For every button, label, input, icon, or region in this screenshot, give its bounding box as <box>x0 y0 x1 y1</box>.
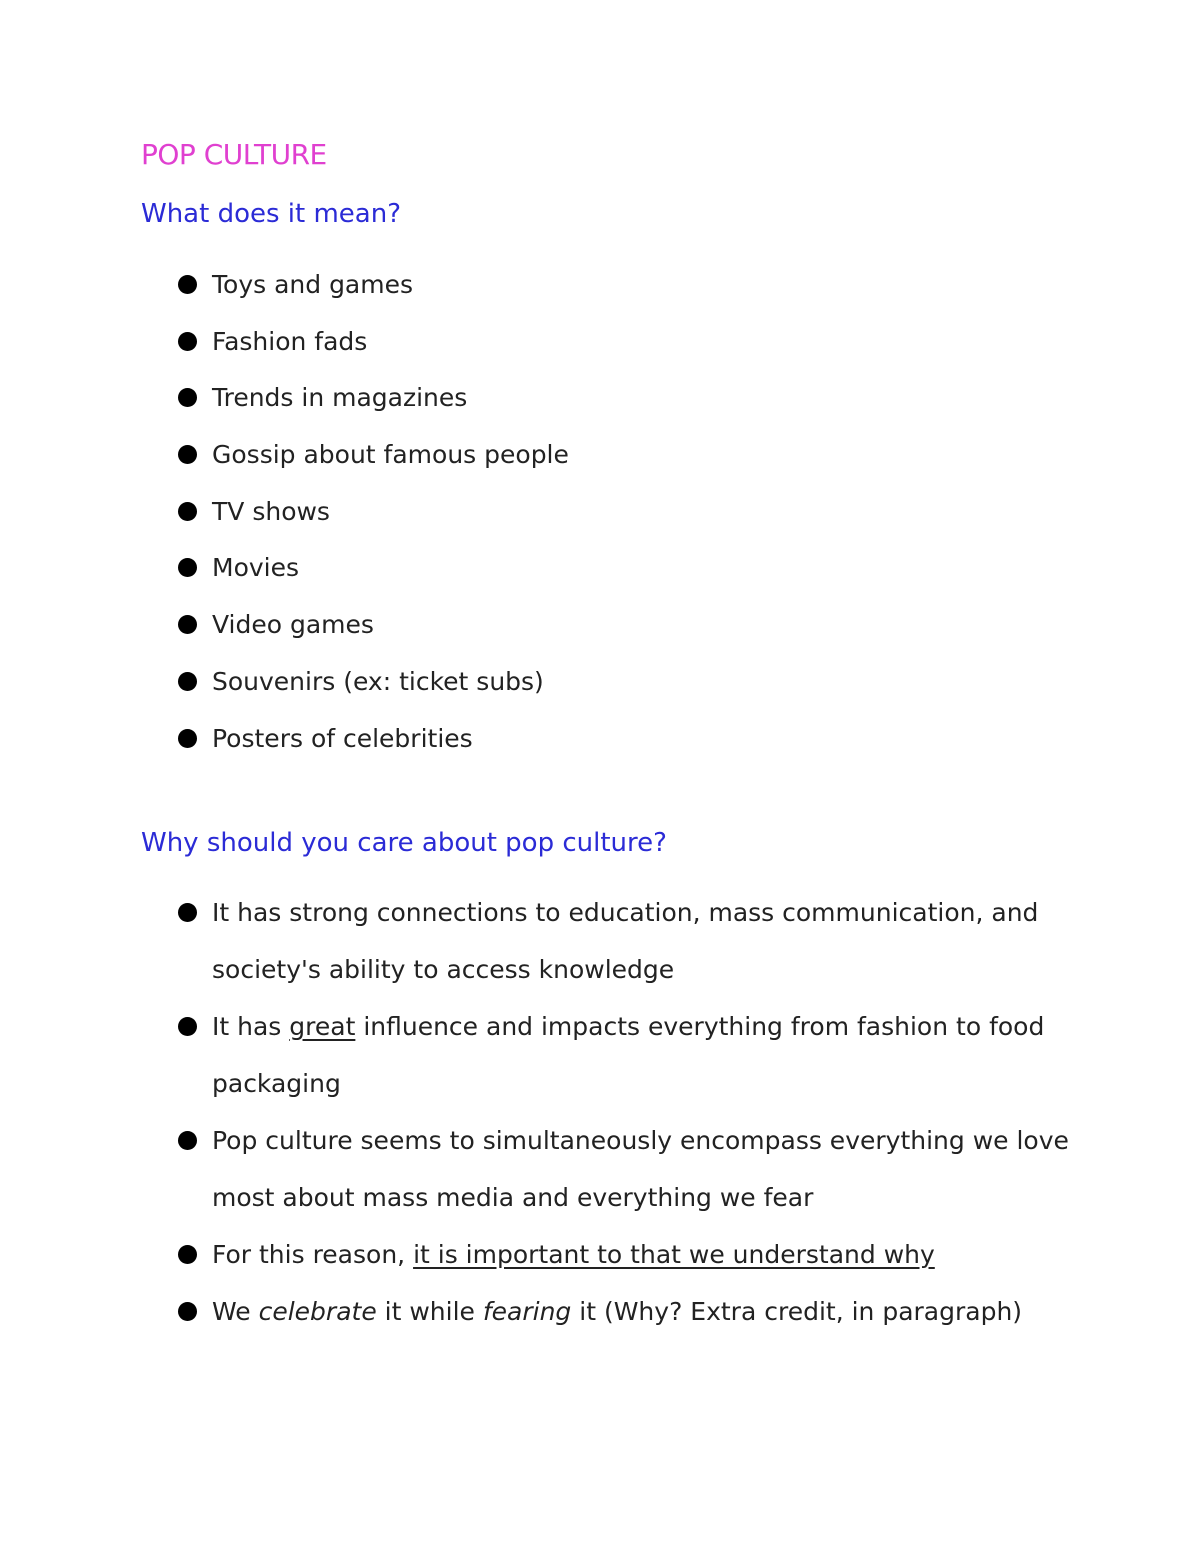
bullet-icon <box>178 558 197 577</box>
list-item-text: Trends in magazines <box>212 383 468 413</box>
section-heading-meaning: What does it mean? <box>141 199 402 229</box>
bullet-icon <box>178 672 197 691</box>
underlined-emphasis: great <box>289 1012 356 1041</box>
list-item <box>176 369 1076 426</box>
bullet-icon <box>178 903 197 922</box>
list-item <box>176 426 1076 483</box>
list-item-text: Movies <box>212 553 300 583</box>
list-item <box>176 1112 1076 1226</box>
list-item-text-before: For this reason, <box>212 1240 414 1269</box>
list-item <box>176 710 1076 767</box>
list-item <box>176 539 1076 596</box>
italic-emphasis: celebrate <box>258 1297 377 1326</box>
list-item-text-before: It has <box>212 1012 290 1041</box>
bullet-icon <box>178 275 197 294</box>
bullet-icon <box>178 388 197 407</box>
list-item-text: TV shows <box>212 496 330 526</box>
list-item-text-after: it (Why? Extra credit, in paragraph) <box>571 1297 1023 1326</box>
bullet-icon <box>178 1302 197 1321</box>
list-item-text: Souvenirs (ex: ticket subs) <box>212 666 544 696</box>
list-item-text: Video games <box>212 610 374 640</box>
list-item <box>176 313 1076 370</box>
list-item-text: Toys and games <box>212 270 414 299</box>
italic-emphasis: fearing <box>482 1297 572 1326</box>
bullet-icon <box>178 502 197 521</box>
list-item <box>176 653 1076 710</box>
underlined-emphasis: it is important to that we understand why <box>413 1240 935 1269</box>
list-item <box>176 998 1076 1112</box>
list-item <box>176 256 1076 313</box>
bullet-icon <box>178 445 197 464</box>
list-item-text: Posters of celebrities <box>212 723 473 753</box>
why-care-list <box>176 884 1076 1340</box>
list-item <box>176 596 1076 653</box>
list-item <box>176 483 1076 540</box>
bullet-icon <box>178 729 197 748</box>
list-item-text: Fashion fads <box>212 326 368 356</box>
bullet-icon <box>178 1017 197 1036</box>
bullet-icon <box>178 615 197 634</box>
list-item-text-after: influence and impacts everything from fashion to food packaging <box>212 1012 1045 1098</box>
list-item-text-before: We <box>212 1297 259 1326</box>
list-item-text-middle: it while <box>376 1297 483 1326</box>
document-title: POP CULTURE <box>141 138 327 171</box>
bullet-icon <box>178 1131 197 1150</box>
list-item-text: Gossip about famous people <box>212 440 569 470</box>
list-item <box>176 1283 1076 1340</box>
bullet-icon <box>178 1245 197 1264</box>
list-item <box>176 1226 1076 1283</box>
meaning-list <box>176 256 1076 766</box>
list-item <box>176 884 1076 998</box>
list-item-text: It has strong connections to education, mass communication, and society's ability to access knowledge <box>212 898 1039 984</box>
bullet-icon <box>178 332 197 351</box>
section-heading-why-care: Why should you care about pop culture? <box>141 828 667 858</box>
list-item-text: Pop culture seems to simultaneously encompass everything we love most about mass media and everything we fear <box>212 1126 1069 1212</box>
